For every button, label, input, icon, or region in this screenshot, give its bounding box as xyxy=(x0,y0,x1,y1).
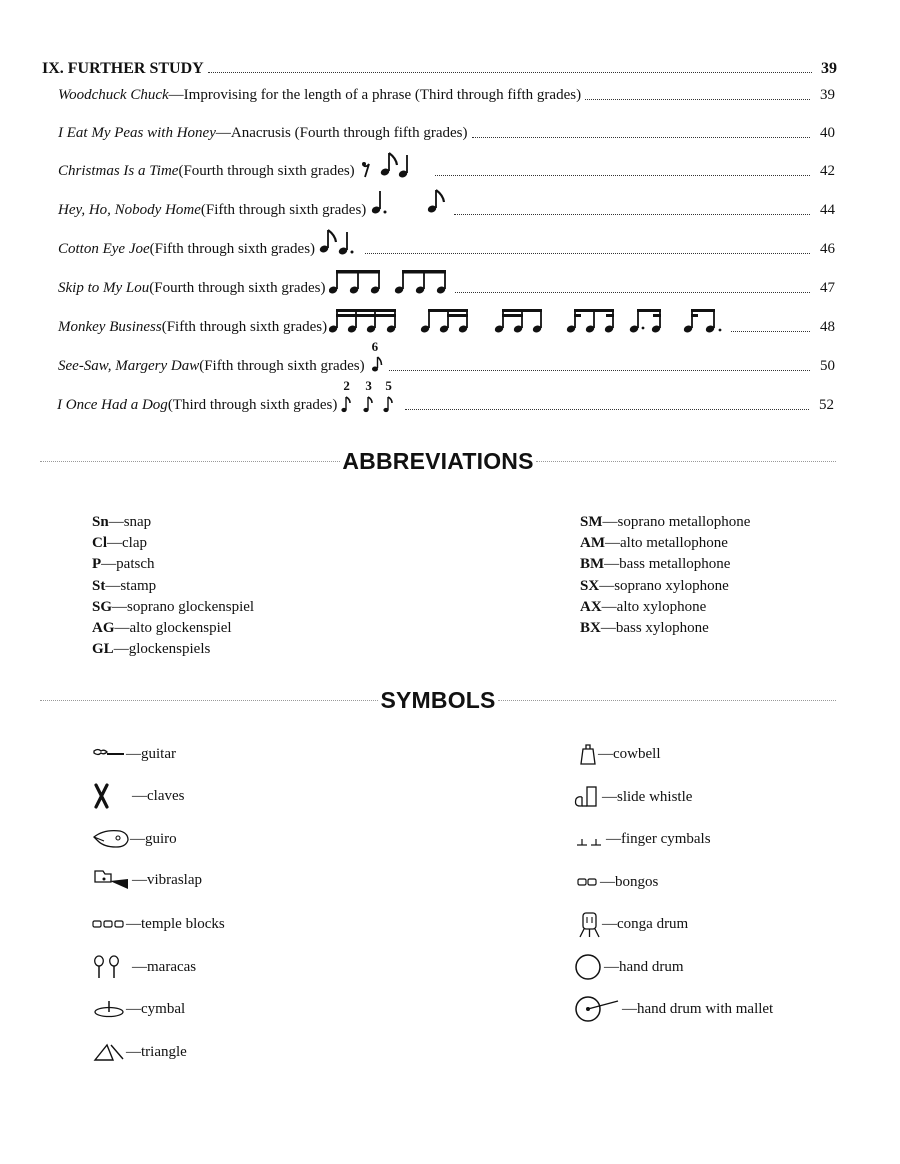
toc-entry xyxy=(58,112,835,142)
symbols-heading: SYMBOLS xyxy=(380,687,496,713)
abbreviation-meaning: —bass xylophone xyxy=(600,620,709,637)
toc-entry-description: (Fifth through sixth grades) xyxy=(149,241,316,257)
toc-entry-description: —Anacrusis (Fourth through fifth grades) xyxy=(215,125,468,141)
abbreviation-meaning: —alto xylophone xyxy=(601,598,707,615)
toc-entry xyxy=(58,267,835,297)
abbreviation: AX xyxy=(580,598,602,615)
symbol-label: —conga drum xyxy=(602,915,689,932)
symbol-label: —guitar xyxy=(126,745,176,762)
abbreviation: GL xyxy=(92,641,114,658)
abbreviation: AG xyxy=(92,620,115,637)
abbreviation-meaning: —stamp xyxy=(105,577,157,594)
rhythm-notation xyxy=(329,267,451,297)
symbol-label: —maracas xyxy=(132,958,197,975)
toc-page-number: 46 xyxy=(820,241,835,257)
toc-entry-description: (Fifth through sixth grades) xyxy=(199,358,365,374)
abbreviation-meaning: —soprano xylophone xyxy=(599,577,729,594)
abbreviation: Sn xyxy=(92,514,109,530)
toc-entry-title: Christmas Is a Time xyxy=(58,163,179,179)
divider xyxy=(498,700,836,701)
symbol-item xyxy=(574,994,773,1024)
slide-whistle-icon xyxy=(574,784,602,810)
list-item xyxy=(92,554,254,575)
abbreviation: SX xyxy=(580,577,600,594)
list-item xyxy=(92,597,254,618)
symbol-item xyxy=(574,782,692,812)
guiro-icon xyxy=(92,828,130,850)
symbols-heading-row xyxy=(40,687,836,714)
maracas-icon xyxy=(92,954,132,980)
divider xyxy=(40,700,378,701)
toc-entry-title: Monkey Business xyxy=(58,319,162,335)
symbol-label: —vibraslap xyxy=(132,871,202,888)
eighth-dotted-quarter-icon xyxy=(319,228,361,258)
sixteenth-groupings-icon xyxy=(329,306,727,336)
abbreviation-meaning: —soprano metallophone xyxy=(602,514,751,530)
rhythm-notation xyxy=(329,306,727,336)
abbreviation: AM xyxy=(580,535,605,552)
toc-entry xyxy=(58,150,835,180)
toc-page-number: 39 xyxy=(821,60,837,77)
hand-drum-icon xyxy=(574,953,604,981)
leader-dots xyxy=(585,99,810,100)
toc-entry xyxy=(58,74,835,104)
leader-dots xyxy=(389,370,810,371)
abbreviation-meaning: —soprano glockenspiel xyxy=(112,598,255,615)
toc-entry-description: (Fifth through sixth grades) xyxy=(200,202,367,218)
symbol-label: —slide whistle xyxy=(602,788,693,805)
divider xyxy=(40,461,340,462)
symbol-label: —hand drum with mallet xyxy=(622,1000,774,1017)
leader-dots xyxy=(455,292,810,293)
toc-entry-description: (Third through sixth grades) xyxy=(167,397,338,413)
toc-entry xyxy=(58,339,835,375)
toc-entry-description: —Improvising for the length of a phrase (Third through fifth grades) xyxy=(168,87,582,103)
leader-dots xyxy=(365,253,810,254)
cymbal-icon xyxy=(92,998,126,1020)
toc-entry-description: (Fourth through sixth grades) xyxy=(178,163,355,179)
beamed-triplets-icon xyxy=(329,267,451,297)
rhythm-notation xyxy=(319,228,361,258)
symbol-item xyxy=(92,994,185,1024)
list-item xyxy=(92,618,254,639)
leader-dots xyxy=(405,409,809,410)
list-item xyxy=(580,576,750,597)
abbreviations-heading: ABBREVIATIONS xyxy=(342,448,534,474)
toc-entry-title: See-Saw, Margery Daw xyxy=(58,358,200,374)
abbreviation: St xyxy=(92,577,106,594)
toc-entry-title: Skip to My Lou xyxy=(58,280,150,296)
dotted-quarter-eighth-icon xyxy=(370,189,450,219)
list-item xyxy=(92,639,254,660)
abbreviation-meaning: —alto metallophone xyxy=(605,535,728,552)
abbreviation-meaning: —clap xyxy=(107,535,147,552)
rhythm-notation xyxy=(341,378,401,414)
abbreviation: SM xyxy=(580,514,603,530)
symbol-label: —bongos xyxy=(600,873,659,890)
leader-dots xyxy=(731,331,810,332)
conga-drum-icon xyxy=(578,910,602,938)
rhythm-count-six: 6 xyxy=(371,339,379,354)
hand-drum-with-mallet-icon xyxy=(574,995,622,1023)
abbreviation-meaning: —glockenspiels xyxy=(113,641,211,658)
toc-page-number: 44 xyxy=(820,202,835,218)
abbreviations-left-list xyxy=(92,512,254,660)
toc-page-number: 52 xyxy=(819,397,834,413)
toc-page-number: 39 xyxy=(820,87,835,103)
abbreviation: Cl xyxy=(92,535,107,552)
toc-entry-title: I Eat My Peas with Honey xyxy=(58,125,216,141)
symbol-item xyxy=(92,781,184,811)
toc-section-label: IX. FURTHER STUDY xyxy=(42,60,204,77)
abbreviations-heading-row xyxy=(40,448,836,475)
toc-entry xyxy=(58,306,835,336)
abbreviation: SG xyxy=(92,598,113,615)
abbreviation: BX xyxy=(580,620,601,637)
temple-blocks-icon xyxy=(92,918,126,930)
symbol-label: —cowbell xyxy=(598,745,661,762)
leader-dots xyxy=(454,214,810,215)
symbol-item xyxy=(92,739,176,769)
rhythm-count-five: 5 xyxy=(385,378,392,393)
list-item xyxy=(580,512,750,533)
abbreviations-right-list xyxy=(580,512,750,639)
leader-dots xyxy=(472,137,811,138)
leader-dots xyxy=(435,175,810,176)
rhythm-count-two: 2 xyxy=(343,378,350,393)
abbreviation: P xyxy=(92,556,102,573)
symbol-item xyxy=(578,739,660,769)
list-item xyxy=(92,533,254,554)
symbol-item xyxy=(92,824,177,854)
toc-page-number: 40 xyxy=(820,125,835,141)
symbol-label: —finger cymbals xyxy=(606,830,711,847)
symbol-item xyxy=(574,952,684,982)
symbol-label: —claves xyxy=(132,787,185,804)
abbreviation-meaning: —bass metallophone xyxy=(604,556,731,573)
rhythm-notation xyxy=(370,189,450,219)
symbol-item xyxy=(576,824,711,854)
toc-entry-title: I Once Had a Dog xyxy=(57,397,168,413)
symbol-item xyxy=(92,865,202,895)
abbreviation: BM xyxy=(580,556,605,573)
finger-cymbals-icon xyxy=(576,829,606,849)
bongos-icon xyxy=(576,876,600,888)
symbol-item xyxy=(578,909,688,939)
toc-page-number: 50 xyxy=(820,358,835,374)
toc-page-number: 42 xyxy=(820,163,835,179)
list-item xyxy=(92,576,254,597)
toc-entry xyxy=(58,189,835,219)
toc-entry-title: Woodchuck Chuck xyxy=(58,87,169,103)
symbol-item xyxy=(92,909,225,939)
toc-entry-title: Cotton Eye Joe xyxy=(58,241,150,257)
vibraslap-icon xyxy=(92,867,132,893)
rhythm-notation xyxy=(369,339,385,375)
symbol-label: —triangle xyxy=(126,1043,187,1060)
toc-entry-description: (Fifth through sixth grades) xyxy=(161,319,328,335)
symbol-label: —guiro xyxy=(130,830,177,847)
toc-entry xyxy=(58,228,835,258)
leader-dots xyxy=(208,72,812,73)
toc-page-number: 48 xyxy=(820,319,835,335)
symbol-label: —hand drum xyxy=(604,958,684,975)
list-item xyxy=(580,597,750,618)
list-item xyxy=(580,533,750,554)
guitar-icon xyxy=(92,746,126,762)
abbreviation-meaning: —patsch xyxy=(101,556,155,573)
list-item xyxy=(580,618,750,639)
symbol-item xyxy=(576,867,658,897)
triangle-icon xyxy=(92,1041,126,1063)
rhythm-count-three: 3 xyxy=(365,378,372,393)
symbol-label: —temple blocks xyxy=(126,915,225,932)
divider xyxy=(536,461,836,462)
claves-icon xyxy=(92,783,132,809)
symbol-item xyxy=(92,952,196,982)
abbreviation-meaning: —snap xyxy=(108,514,152,530)
symbol-label: —cymbal xyxy=(126,1000,186,1017)
list-item xyxy=(580,554,750,575)
symbol-item xyxy=(92,1037,187,1067)
toc-entry-description: (Fourth through sixth grades) xyxy=(149,280,326,296)
eighth-rest-eighth-quarter-icon xyxy=(359,150,431,180)
cowbell-icon xyxy=(578,742,598,766)
toc-page-number: 47 xyxy=(820,280,835,296)
toc-entry xyxy=(57,378,834,414)
list-item xyxy=(92,512,254,533)
rhythm-notation xyxy=(359,150,431,180)
abbreviation-meaning: —alto glockenspiel xyxy=(114,620,232,637)
toc-entry-title: Hey, Ho, Nobody Home xyxy=(58,202,201,218)
